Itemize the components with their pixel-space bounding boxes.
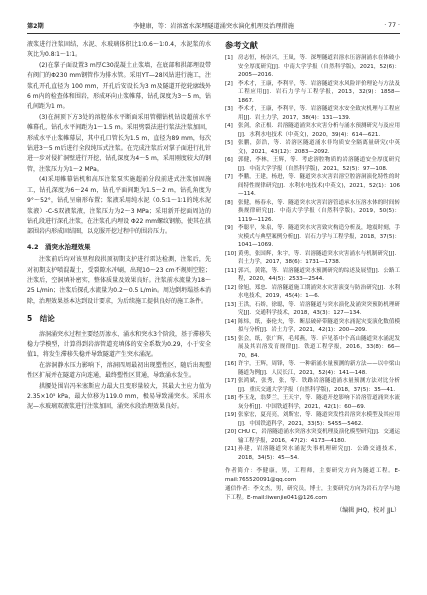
reference-item — [225, 156, 400, 173]
reference-text: 张健，杨春永，等．隧道突水灾害岩溶管道承水压溶水体的时间转换规律研究[J]．中南大学学报（自然科学版)，2019，50(5)：1119—1126． — [238, 199, 400, 223]
reference-text: 郭兴，黄铭，等．岩溶隧道突水预测研究的综述及展望[J]．公路工程，2020，44(5)：2533—2544． — [238, 267, 400, 283]
reference-text: 李术才，王康，李利平，等．岩溶隧道突水安全致灾机理与工程应用[J]．岩土力学，2017，38(4)：131—139． — [238, 106, 400, 121]
reference-item — [225, 411, 400, 428]
reference-item — [225, 445, 400, 462]
reference-text: 徐旭，郑忠．岩溶隧道施工期涌突水灾害演变与防治研究[J]．水利水电技术，2019，45(4)：1—6． — [238, 284, 400, 300]
right-column — [225, 40, 400, 517]
section-heading-4-2: 4.2 涌突水治理效果 — [27, 242, 91, 251]
reference-number: [8] — [225, 199, 233, 206]
conclusion-paragraph: 拱腰处围岩冯米塞斯应力最大且变形量较大，其最大主应力值为2.35×10⁵ kPa，最大位移为119.0 mm，极易导致涌突水。采用水泥—水玻璃双液浆进行注浆加固，涌突水段治理效果良好。 — [27, 382, 211, 411]
issue-number: 第2期 — [27, 22, 44, 30]
reference-text: 张会，纸，张广辉，毛邦燕，等．庐见茶中个高山隧道突水涌泥发展及其岩溶发育规律[J]．铁道工程学报，2016，33(8)：66—70，84． — [238, 335, 400, 359]
reference-item — [225, 377, 400, 394]
page-number: · 77 · — [384, 21, 400, 29]
reference-number: [19] — [225, 412, 237, 419]
reference-text: 李聪平，朱泉，等．隧道突水灾害致灾构造分析及，地震时刻，手灾模式与典型案例分析[J]．岩石力学与工程学报，2018，37(5)：1041—1069． — [238, 225, 400, 249]
reference-item — [225, 250, 400, 267]
reference-number: [12] — [225, 284, 237, 291]
reference-item — [225, 173, 400, 199]
reference-text: 孙建，岩溶隧道突水涌泥失事机理研究[J]．公路交通技术，2018，34(5)：45—54． — [238, 446, 400, 461]
reference-item — [225, 284, 400, 301]
reference-number: [5] — [225, 140, 233, 147]
reference-number: [7] — [225, 174, 233, 181]
reference-text: 张剑，余正根．岩溶隧道涌突水灾害分析与涌水预测研究与及应用[J]．水利水电技术（中英文)，2020，39(4)：614—621． — [238, 123, 400, 138]
reference-number: [4] — [225, 123, 233, 130]
reference-text: 李术才，王康，李利平，等．岩溶隧道突水风险评价理论与方法及工程应用[J]．岩石力学与工程学报，2013，32(9)：1858—1867． — [238, 80, 400, 104]
reference-number: [11] — [225, 267, 237, 274]
reference-number: [20] — [225, 429, 237, 436]
reference-text: 王洪，石娇，徐聪，等．岩溶隧道与突水演化及涌突突预防机理研究[J]．交通科学技术，2018，43(3)：127—134． — [238, 301, 400, 317]
reference-text: 李鹏，王建，杨进，等．隧道突水灾害岩溶空腔溶洞演化特性的时间特性规律研究[J]．水利水电技术(中英文)，2021，52(1)：106—114． — [238, 174, 400, 198]
author-bio: 作者简介：李健康，男，工程师，主要研究方向为隧道工程。E-mail:765520091@qq.com — [225, 468, 400, 484]
reference-number: [1] — [225, 55, 233, 62]
body-paragraph: (4)采用帷幕钻机和高压注浆泵实施超前分段前进式注浆加固施工，钻孔深度为6～24 m，钻孔平面间距为1.5～2 m，钻孔角度为9°～52°，钻孔呈扇形布置；浆液采用纯水泥（0.5∶1～1∶1的纯水泥浆液）-C-S双液浆液，注浆压力为2～3 MPa；采用新开挖面周边的钻孔段进行深孔注浆，在注浆孔内埋设 Φ22 mm螺纹钢筋，使其在拱部围岩内形成固结圈，以克服开挖过程中的围岩压力。 — [27, 176, 211, 236]
reference-number: [14] — [225, 318, 237, 325]
reference-item — [225, 122, 400, 139]
body-paragraph: 注浆前后均对该里程段拱顶初期支护进行雷达检测，注浆后，先对初期支护喷混凝土，受裂隙水冲刷，出现10～23 cm不规则空腔；注浆后，空洞填补密实，整体质量及效果良好。注浆前水流量为18～25 L/min；注浆后探孔水流量为0.2～0.5 L/min。周边倒坍塌基本消除，治理效果基本达到设计要求，为后续施工提供良好的施工条件。 — [27, 256, 211, 305]
reference-item — [225, 80, 400, 106]
reference-item — [225, 301, 400, 318]
reference-text: 郭健，李林，王辉，等．考虑溶腔物质的岩溶隧道安全厚度研究[J]．中南大学学报（自然科学版)，2021，52(5)：97—108． — [238, 157, 400, 172]
reference-item — [225, 394, 400, 411]
reference-number: [21] — [225, 446, 237, 453]
reference-item — [225, 199, 400, 225]
body-paragraph: 液浆进行注浆固结，水泥、水玻璃体积比1∶0.6～1∶0.4，水泥浆的水灰比为0.8∶1～1∶1。 — [27, 41, 211, 59]
reference-number: [18] — [225, 395, 237, 402]
running-title: 李健康，等：岩溶富水深埋隧道涌突水演化机理及治理措施 — [133, 22, 294, 30]
reference-number: [6] — [225, 157, 233, 164]
left-column — [27, 40, 211, 413]
reference-text: 张家宏，夏亮亮，刘斯宏，等．隧道突发性岩溶突水模型及其应用[J]．中国铁道科学，2021，33(5)：5455—5462． — [238, 412, 400, 427]
reference-number: [17] — [225, 378, 237, 385]
section-heading-5: 5 结论 — [27, 314, 55, 324]
references-heading: 参考文献 — [225, 40, 258, 50]
reference-item — [225, 318, 400, 335]
reference-number: [10] — [225, 250, 237, 257]
body-paragraph: (3)在洞顶下方3处的溶腔体水平断面采用管棚钻机钻设超前水平帷幕孔，钻孔水平间距为1～1.5 m。采用劈裂法进行浆法注浆加固，形成水平止浆帷幕层，其中孔口管长为1.5 m，直径为89 mm，每次钻进3～5 m后进行全段纯压式注浆。在完成注浆后对掌子面进行扎针进一步对侵扩洞壁进行开挖，钻孔深度为4～5 m，采用刚度较大的钢管，注浆压力为1～2 MPa。 — [27, 113, 211, 173]
reference-text: 房志恒，杨崇兴，王岚，等．深埋隧道岩溶水压溶洞涌水在体破小安全厚度研究[J]．中南大学学报（自然科学版)，2021，52(6)：2005—2016． — [238, 55, 400, 79]
reference-item — [225, 267, 400, 284]
reference-text: 张鹏，彭浩，等．岩溶区隧道涌水非均质安全隔离量研究(中英文)，2021，43(12)：2083—2092． — [238, 140, 400, 155]
reference-item — [225, 428, 400, 445]
reference-item — [225, 335, 400, 361]
reference-item — [225, 139, 400, 156]
reference-text: 张鸿斌，张秀，张，等．铁路岩溶隧道涌水量预测方法对比分析[J]．重庆交通大学学报（自然科学版)，2018，37(5)：35—41． — [238, 378, 400, 393]
conclusion-paragraph: 在溶洞静水压力影响下，溶洞四周最初出现塑性区，随后出现塑性区扩展并在隧道方向连通，最终塑性区贯通，导致涌水发生。 — [27, 361, 211, 380]
conclusion-paragraph: 溶洞涌突水过程主要经历渗水、涌水和突水3个阶段，基于滞移失稳力学模型，计算得到岩溶管道充填体的安全系数为0.29，小于安全值1，将发生滞移失稳并导致隧道产生突水涌泥。 — [27, 330, 211, 359]
corresponding-author: 通信作者：李文杰，男，研究员，博士，主要研究方向为岩石力学与地下工程。E-mail:liwenjie041@126.com — [225, 486, 400, 502]
body-paragraph: (2)在掌子面设置3 m厚C30混凝土止浆墙，在底部和拱部埋设带有阀门的Φ230 mm钢管作为排水管。采用YT—28风钻进行施工，注浆孔开孔直径为 100 mm，开孔后安设长为3 m及隧道开挖轮廓线外6 m内的检查体和围岩，形成环向止浆帷幕，钻孔深度为3～5 m，钻孔间距为1 m。 — [27, 61, 211, 111]
reference-number: [15] — [225, 335, 237, 342]
reference-number: [2] — [225, 80, 233, 87]
reference-text: 李玉龙，翁梦兰，王天宇，等．隧道开挖影响下岩溶管道涌突水流灰分析[J]．中国铁道科学，2021，42(1)：60—69． — [238, 395, 400, 410]
reference-item — [225, 54, 400, 80]
reference-list — [225, 54, 400, 462]
page-header — [27, 18, 400, 32]
reference-item — [225, 360, 400, 377]
reference-number: [3] — [225, 106, 233, 113]
reference-number: [9] — [225, 225, 233, 232]
reference-item — [225, 105, 400, 122]
reference-item — [225, 224, 400, 250]
reference-text: 陈炜，纸，秦伦夫，等．断层破碎带隧道突水涌泥灾变演化数值模拟与分析[J]．岩土力学，2021，42(1)：200—209． — [238, 318, 400, 334]
header-divider — [27, 33, 400, 34]
reference-number: [16] — [225, 361, 237, 368]
reference-number: [13] — [225, 301, 237, 308]
reference-text: CHU C，岩溶隧道涌水突溶水突变机理及演化模型研究[J]．交通运输工程学报，2016，47(2)：4173—4180． — [238, 429, 400, 444]
editor-note: （编辑 JHQ，校对 JJL） — [336, 507, 400, 515]
reference-text: 黄勇，张国辉，朱宇，等．岩溶隧道突水灾害涌水与机制研究[J]．岩土力学，2017，38(6)：1731—1738． — [238, 250, 400, 266]
reference-text: 许宇，王辉，周锋，等．一种新涌水量预测的新方法——以中梁山隧道为例[J]．人民长江，2021，52(4)：141—148． — [238, 361, 400, 376]
